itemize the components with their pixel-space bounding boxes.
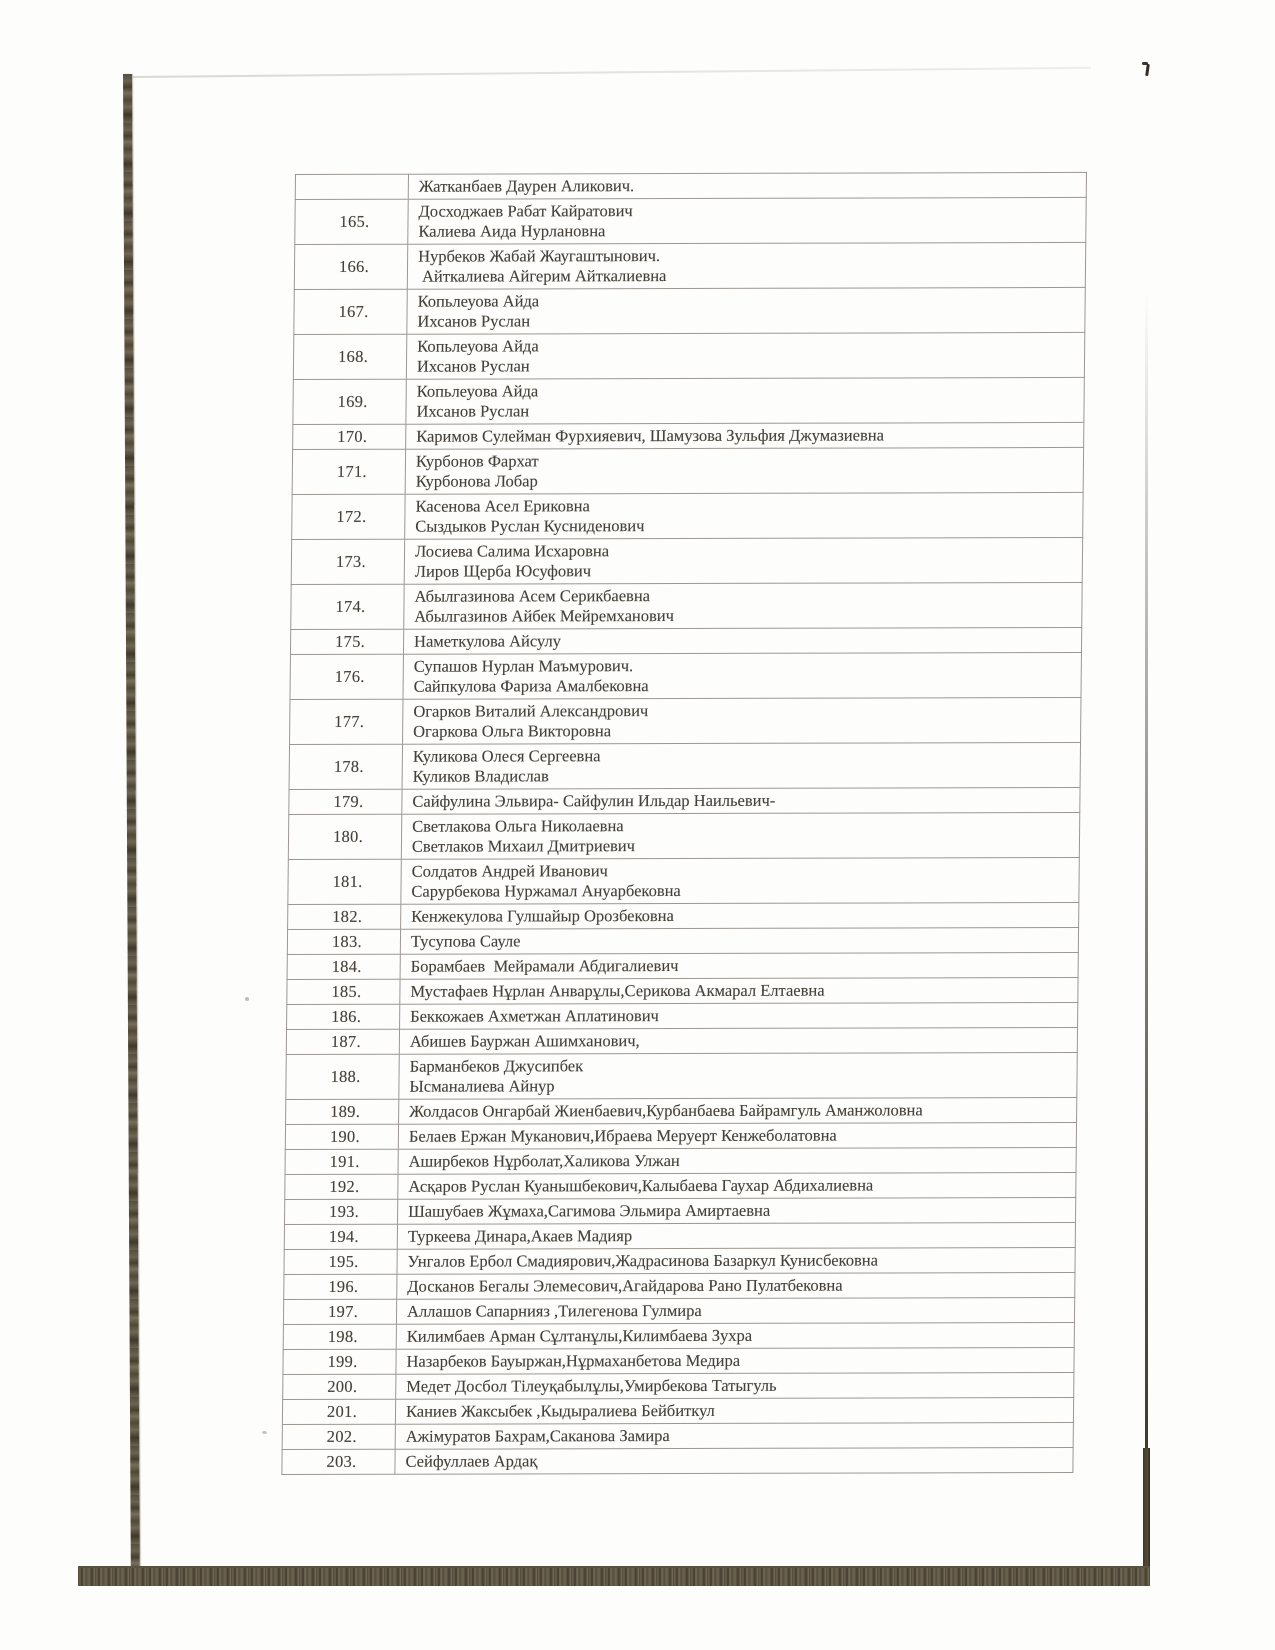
table-row [295,197,1086,244]
table-row [284,1272,1075,1299]
name-line: Абишев Бауржан Ашимханович, [409,1031,640,1051]
row-number: 180. [288,814,401,859]
table-row [282,1447,1073,1474]
name-line: Наметкулова Айсулу [414,631,562,651]
name-line: Лосиева Салима Исхаровна [414,541,610,561]
table-row [288,902,1079,929]
row-number: 194. [284,1224,397,1249]
row-names [395,1422,1073,1449]
name-line: Асқаров Руслан Куанышбекович,Калыбаева Гаухар Абдихалиевна [408,1175,874,1196]
table-row [293,377,1084,424]
row-names [402,787,1080,814]
table-row [284,1197,1075,1224]
row-number: 171. [292,449,405,494]
row-number: 187. [286,1029,399,1054]
table-row [291,537,1082,584]
paper-right-edge-bottom [1143,1448,1150,1584]
name-line: Медет Досбол Тілеуқабылұлы,Умирбекова Татыгуль [406,1375,777,1396]
row-names [395,1397,1073,1424]
table-row [287,1002,1078,1029]
row-number: 177. [290,699,403,744]
row-number: 198. [283,1324,396,1349]
name-line: Курбонов Фархат [415,451,539,471]
table-row [290,652,1081,699]
roster-table-body [282,172,1087,1474]
row-names [397,1247,1075,1274]
table-row [293,332,1084,379]
row-names [406,377,1084,424]
row-names [398,1172,1076,1199]
name-line: Жатканбаев Даурен Аликович. [418,176,635,196]
table-row [286,1027,1077,1054]
table-row [290,627,1081,654]
table-row [287,952,1078,979]
name-line: Каримов Сулейман Фурхияевич, Шамузова Зульфия Джумазиевна [416,425,885,446]
row-number: 203. [282,1449,395,1474]
table-row [287,927,1078,954]
row-number: 193. [284,1199,397,1224]
row-names [398,1122,1076,1149]
table-row [287,977,1078,1004]
row-number: 174. [291,584,404,629]
table-row [295,172,1086,199]
name-line: Туркеева Динара,Акаев Мадияр [407,1226,633,1246]
row-names [397,1222,1075,1249]
row-names [408,197,1086,244]
ink-mark [1142,62,1150,77]
table-row [294,242,1085,289]
name-line: Курбонова Лобар [415,471,538,491]
table-row [285,1122,1076,1149]
row-names [405,447,1083,494]
row-names [401,902,1079,929]
row-names [403,652,1081,699]
name-line: Калиева Аида Нурлановна [418,221,606,241]
row-number: 186. [287,1004,400,1029]
name-line: Огаркова Ольга Викторовна [413,721,612,741]
name-line: Мустафаев Нұрлан Анварұлы,Серикова Акмарал Елтаевна [410,980,825,1001]
row-number: 197. [283,1299,396,1324]
row-number: 168. [293,334,406,379]
table-row [292,447,1083,494]
row-names [397,1272,1075,1299]
row-names [407,287,1085,334]
name-line: Назарбеков Бауыржан,Нұрмаханбетова Медира [406,1350,741,1371]
row-number: 173. [291,539,404,584]
table-row [293,422,1084,449]
row-number: 188. [286,1054,399,1099]
row-names [400,927,1078,954]
row-names [399,1027,1077,1054]
row-names [403,627,1081,654]
name-line: Шашубаев Жұмаха,Сагимова Эльмира Амиртаевна [408,1200,771,1221]
table-row [290,697,1081,744]
name-line: Досканов Бегалы Элемесович,Агайдарова Рано Пулатбековна [407,1275,843,1296]
name-line: Кенжекулова Гулшайыр Орозбековна [411,906,674,926]
name-line: Ажімуратов Бахрам,Саканова Замира [405,1426,670,1446]
row-number: 192. [285,1174,398,1199]
name-line: Сарурбекова Нуржамал Ануарбековна [411,880,681,901]
name-line: Куликов Владислав [412,766,549,786]
name-line: Ихсанов Руслан [417,311,531,331]
row-names [400,977,1078,1004]
name-line: Копьлеуова Айда [417,291,540,311]
name-line: Досходжаев Рабат Кайратович [418,201,633,221]
name-line: Айткалиева Айгерим Айткалиевна [417,266,667,286]
name-line: Каниев Жаксыбек ,Кыдыралиева Бейбиткул [405,1400,715,1421]
row-number: 175. [290,629,403,654]
row-names [400,952,1078,979]
row-number: 179. [289,789,402,814]
table-row [284,1247,1075,1274]
row-names [396,1322,1074,1349]
row-number: 185. [287,979,400,1004]
row-names [398,1147,1076,1174]
ink-mark-stem [1145,64,1150,76]
row-number: 178. [289,744,402,789]
name-line: Солдатов Андрей Иванович [411,861,609,881]
paper-right-edge [1145,290,1148,1455]
name-line: Аширбеков Нұрболат,Халикова Улжан [408,1150,680,1171]
paper-speck [245,997,249,1001]
row-names [401,857,1079,904]
row-names [399,1052,1077,1099]
row-names [406,332,1084,379]
row-names [404,582,1082,629]
name-line: Сайфулина Эльвира- Сайфулин Ильдар Наильевич- [412,790,776,811]
table-row [282,1397,1073,1424]
name-line: Нурбеков Жабай Жаугаштынович. [418,246,661,266]
table-row [288,857,1079,904]
name-line: Белаев Ержан Муканович,Ибраева Меруерт Кенжеболатовна [408,1125,837,1146]
name-line: Беккожаев Ахметжан Аплатинович [410,1006,660,1026]
name-line: Аллашов Сапарнияз ,Тилегенова Гулмира [406,1300,702,1321]
row-names [406,422,1084,449]
name-line: Ысманалиева Айнур [409,1076,555,1096]
row-number: 183. [287,929,400,954]
name-line: Жолдасов Онгарбай Жиенбаевич,Курбанбаева Байрамгуль Аманжоловна [409,1100,923,1121]
row-names [408,172,1086,199]
row-number: 181. [288,859,401,904]
name-line: Копьлеуова Айда [417,336,539,356]
name-line: Светлаков Михаил Дмитриевич [411,836,636,856]
row-number: 167. [294,289,407,334]
row-number: 202. [282,1424,395,1449]
table-row [282,1422,1073,1449]
name-line: Огарков Виталий Александрович [413,701,649,721]
row-number: 200. [283,1374,396,1399]
table-row [285,1172,1076,1199]
row-number: 165. [295,199,408,244]
row-names [395,1447,1073,1474]
row-number: 199. [283,1349,396,1374]
row-number: 169. [293,379,406,424]
table-row [283,1297,1074,1324]
row-names [405,492,1083,539]
row-names [396,1347,1074,1374]
paper-left-edge [123,74,140,1583]
row-number: 196. [284,1274,397,1299]
table-row [288,812,1079,859]
row-number [295,174,408,199]
row-number: 176. [290,654,403,699]
table-row [289,787,1080,814]
name-line: Килимбаев Арман Сұлтанұлы,Килимбаева Зухра [406,1325,753,1346]
row-names [396,1297,1074,1324]
row-number: 195. [284,1249,397,1274]
table-row [286,1052,1077,1099]
row-names [401,812,1079,859]
name-line: Лиров Щерба Юсуфович [414,561,592,581]
row-number: 190. [285,1124,398,1149]
name-line: Куликова Олеся Сергеевна [412,746,601,766]
row-names [397,1197,1075,1224]
paper-top-edge [133,67,1091,78]
roster-table [281,172,1087,1475]
name-line: Супашов Нурлан Маъмурович. [413,656,634,676]
name-line: Касенова Асел Ериковна [415,496,590,516]
row-names [396,1372,1074,1399]
row-number: 191. [285,1149,398,1174]
table-row [291,582,1082,629]
row-names [402,742,1080,789]
row-names [407,242,1085,289]
paper-speck [262,1431,267,1434]
row-number: 184. [287,954,400,979]
row-names [403,697,1081,744]
name-line: Копьлеуова Айда [416,381,539,401]
table-row [294,287,1085,334]
row-number: 172. [292,494,405,539]
row-names [404,537,1082,584]
paper-bottom-edge [78,1566,1150,1586]
table-row [283,1347,1074,1374]
row-number: 170. [293,424,406,449]
table-row [289,742,1080,789]
row-number: 189. [286,1099,399,1124]
table-row [283,1372,1074,1399]
row-names [399,1097,1077,1124]
row-names [400,1002,1078,1029]
name-line: Тусупова Сауле [410,931,521,951]
table-row [284,1222,1075,1249]
name-line: Сыздыков Руслан Кусниденович [415,516,645,536]
name-line: Унгалов Ербол Смадиярович,Жадрасинова Базаркул Кунисбековна [407,1250,879,1271]
name-line: Барманбеков Джусипбек [409,1056,584,1076]
name-line: Светлакова Ольга Николаевна [412,816,624,836]
table-row [285,1147,1076,1174]
name-line: Ихсанов Руслан [416,401,530,421]
name-line: Ихсанов Руслан [416,356,530,376]
name-line: Борамбаев Мейрамали Абдигалиевич [410,955,679,976]
table-row [283,1322,1074,1349]
row-number: 201. [282,1399,395,1424]
name-line: Абылгазинов Айбек Мейремханович [414,606,675,626]
table-row [286,1097,1077,1124]
table-row [292,492,1083,539]
row-number: 182. [288,904,401,929]
name-line: Сейфуллаев Ардақ [405,1451,538,1471]
name-line: Сайпкулова Фариза Амалбековна [413,676,649,696]
name-line: Абылгазинова Асем Серикбаевна [414,586,651,606]
row-number: 166. [294,244,407,289]
